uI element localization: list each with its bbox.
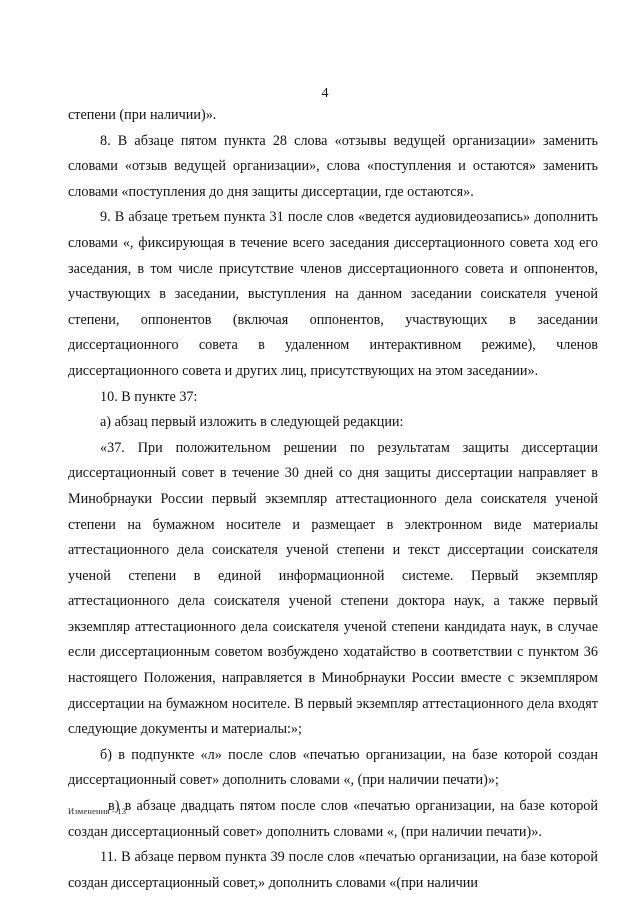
paragraph-item-9: 9. В абзаце третьем пункта 31 после слов «ведется аудиовидеозапись» дополнить словами «, фиксирующая в течение всего заседания диссертационного совета ход его заседания, в том числе присутствие членов диссертационного совета и оппонентов, участвующих в заседании, выступления на данном заседании соискателя ученой степени, оппонентов (включая оппонентов, участвующих в заседании диссертационного совета в удаленном интерактивном режиме), членов диссертационного совета и других лиц, присутствующих на этом заседании». bbox=[68, 209, 598, 379]
paragraph-item-8: 8. В абзаце пятом пункта 28 слова «отзывы ведущей организации» заменить словами «отзыв ведущей организации», слова «поступления и остаются» заменить словами «поступления до дня защиты диссертации, где остаются». bbox=[68, 132, 598, 200]
paragraph: степени (при наличии)». bbox=[68, 107, 217, 123]
paragraph-quote-37: «37. При положительном решении по результатам защиты диссертации диссертационный совет в течение 30 дней со дня защиты диссертации направляет в Минобрнауки России первый экземпляр аттестационного дела соискателя ученой степени на бумажном носителе и размещает в электронном виде материалы аттестационного дела соискателя ученой степени и текст диссертации соискателя ученой степени в единой информационной системе. Первый экземпляр аттестационного дела соискателя ученой степени доктора наук, а также первый экземпляр аттестационного дела соискателя ученой степени кандидата наук, в случае если диссертационным советом возбуждено ходатайство в соответствии с пунктом 36 настоящего Положения, направляется в Минобрнауки России вместе с экземпляром диссертации на бумажном носителе. В первый экземпляр аттестационного дела входят следующие документы и материалы:»; bbox=[68, 439, 598, 738]
footer-note: Изменения - 13 bbox=[68, 806, 127, 816]
paragraph-item-11: 11. В абзаце первом пункта 39 после слов «печатью организации, на базе которой создан диссертационный совет,» дополнить словами «(при наличии bbox=[68, 849, 598, 891]
page-number: 4 bbox=[321, 86, 329, 101]
paragraph-subitem-b: б) в подпункте «л» после слов «печатью организации, на базе которой создан диссертационный совет» дополнить словами «, (при наличии печати)»; bbox=[68, 746, 598, 789]
document-body bbox=[68, 103, 598, 896]
paragraph-subitem-a: а) абзац первый изложить в следующей редакции: bbox=[100, 414, 404, 431]
paragraph-item-10: 10. В пункте 37: bbox=[100, 388, 198, 405]
paragraph-subitem-v: в) в абзаце двадцать пятом после слов «печатью организации, на базе которой создан диссертационный совет» дополнить словами «, (при наличии печати)». bbox=[68, 798, 598, 840]
